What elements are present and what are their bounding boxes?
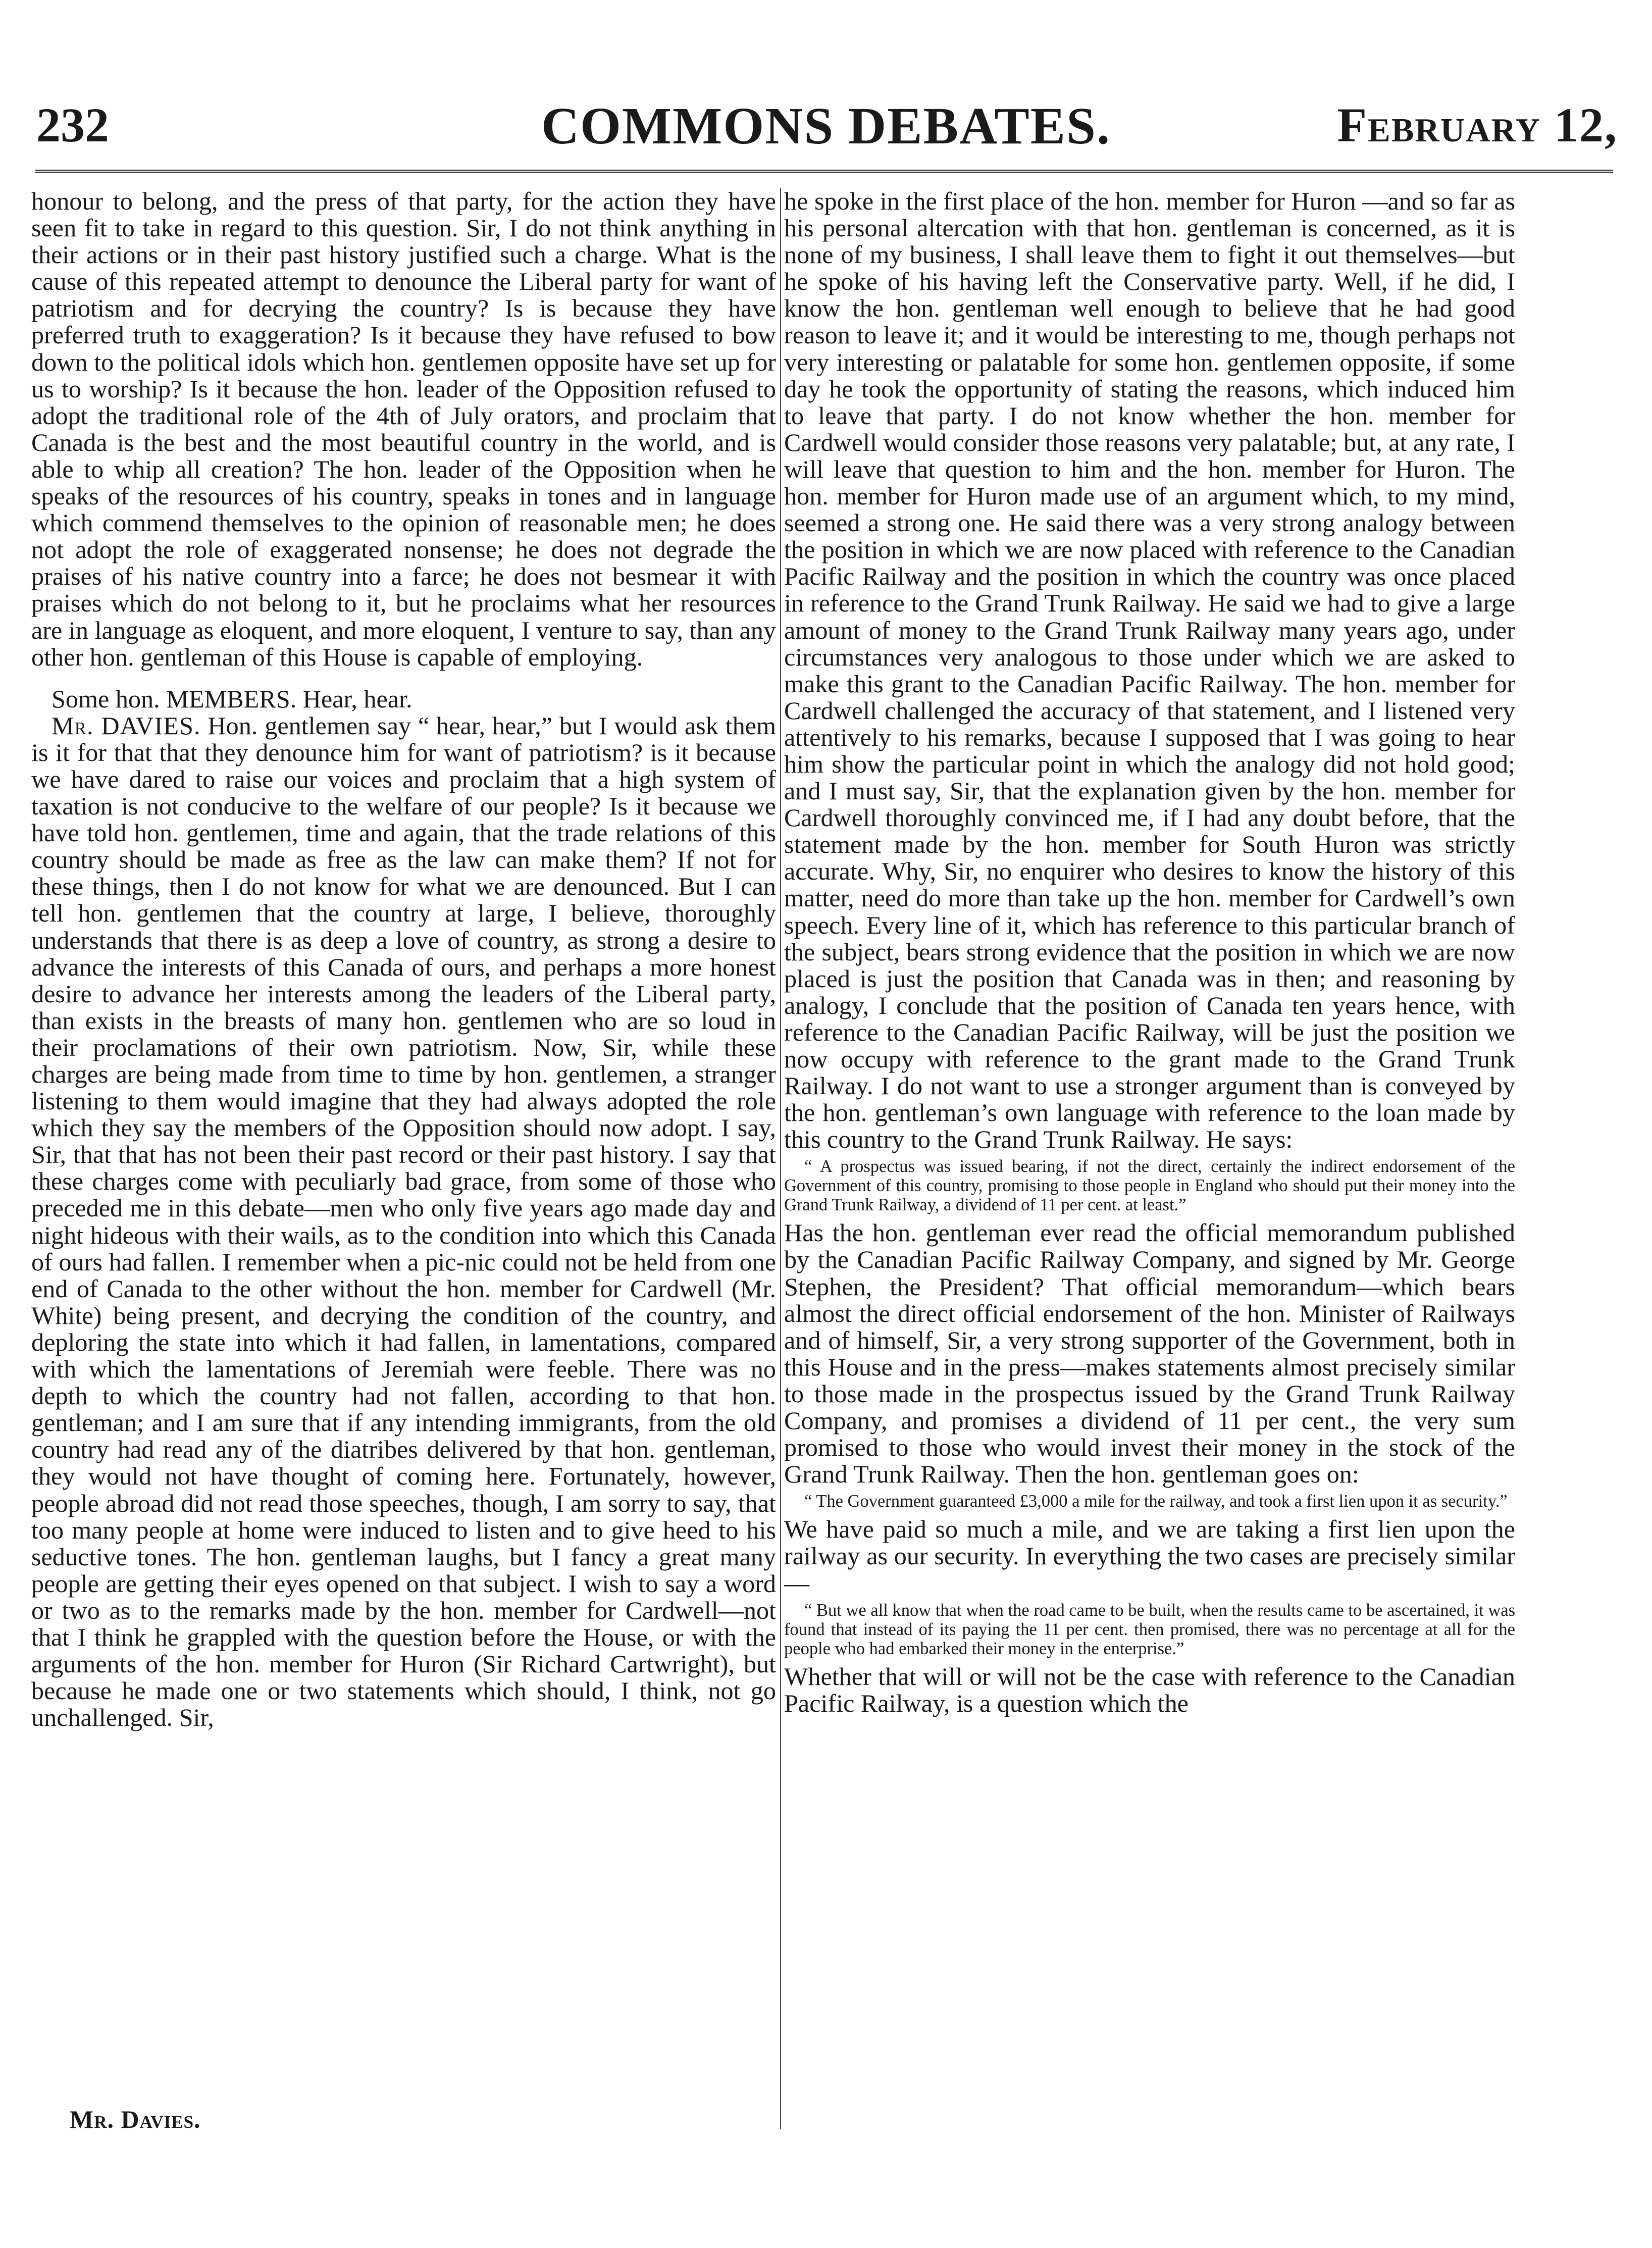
running-date: February 12, (1337, 98, 1618, 152)
quotation-2: “ The Government guaranteed £3,000 a mile for the railway, and took a first lien upon it as security.” (804, 1492, 1508, 1511)
right-column (784, 188, 1515, 1717)
page-header (0, 0, 1652, 192)
right-paragraph-3: We have paid so much a mile, and we are taking a first lien upon the railway as our security. In everything the two cases are precisely similar— (784, 1515, 1515, 1597)
column-divider (780, 188, 781, 2129)
right-paragraph-2: Has the hon. gentleman ever read the official memorandum published by the Canadian Pacific Railway Company, and signed by Mr. George Stephen, the President? That official memorandum—which bears almost the direct official endorsement of the hon. Minister of Railways and of himself, Sir, a very strong supporter of the Government, both in this House and in the press—makes statements almost precisely similar to those made in the prospectus issued by the Grand Trunk Railway Company, and promises a dividend of 11 per cent., the very sum promised to those who would invest their money in the stock of the Grand Trunk Railway. Then the hon. gentleman goes on: (784, 1218, 1515, 1489)
speaker-name: Mr. DAVIES. (51, 711, 201, 740)
quotation-1: “ A prospectus was issued bearing, if not the direct, certainly the indirect endorsement of the Government of this country, promising to those people in England who should put their money into the Grand Trunk Railway, a dividend of 11 per cent. at least.” (784, 1157, 1515, 1215)
footer-speaker-name: Mr. Davies. (70, 2105, 201, 2133)
interjection-paragraph: Some hon. MEMBERS. Hear, hear. (51, 684, 412, 713)
header-rule (35, 170, 1613, 173)
left-paragraph-1: honour to belong, and the press of that party, for the action they have seen fit to take in regard to this question. Sir, I do not think anything in their actions or in their past history justified such a charge. What is the cause of this repeated attempt to denounce the Liberal party for want of patriotism and for decrying the country? Is is because they have preferred truth to exaggeration? Is it because they have refused to bow down to the political idols which hon. gentlemen opposite have set up for us to worship? Is it because the hon. leader of the Opposition refused to adopt the traditional role of the 4th of July orators, and proclaim that Canada is the best and the most beautiful country in the world, and is able to whip all creation? The hon. leader of the Opposition when he speaks of the resources of his country, speaks in tones and in language which commend themselves to the opinion of reasonable men; he does not adopt the role of exaggerated nonsense; he does not degrade the praises of his native country into a farce; he does not besmear it with praises which do not belong to it, but he proclaims what her resources are in language as eloquent, and more eloquent, I venture to say, than any other hon. gentleman of this House is capable of employing. (31, 187, 776, 671)
left-column (31, 188, 776, 1731)
right-paragraph-1: he spoke in the first place of the hon. member for Huron —and so far as his personal altercation with that hon. gentleman is concerned, as it is none of my business, I shall leave them to fight it out themselves—but he spoke of his having left the Conservative party. Well, if he did, I know the hon. gentleman well enough to believe that he had good reason to leave it; and it would be interesting to me, though perhaps not very interesting or palatable for some hon. gentlemen opposite, if some day he took the opportunity of stating the reasons, which induced him to leave that party. I do not know whether the hon. member for Cardwell would consider those reasons very palatable; but, at any rate, I will leave that question to him and the hon. member for Huron. The hon. member for Huron made use of an argument which, to my mind, seemed a strong one. He said there was a very strong analogy between the position in which we are now placed with reference to the Canadian Pacific Railway and the position in which the country was once placed in reference to the Grand Trunk Railway. He said we had to give a large amount of money to the Grand Trunk Railway many years ago, under circumstances very analogous to those under which we are asked to make this grant to the Canadian Pacific Railway. The hon. member for Cardwell challenged the accuracy of that statement, and I listened very attentively to his remarks, because I supposed that I was going to hear him show the particular point in which the analogy did not hold good; and I must say, Sir, that the explanation given by the hon. member for Cardwell thoroughly convinced me, if I had any doubt before, that the statement made by the hon. member for South Huron was strictly accurate. Why, Sir, no enquirer who desires to know the history of this matter, need do more than take up the hon. member for Cardwell’s own speech. Every line of it, which has reference to this particular branch of the subject, bears strong evidence that the position in which we are now placed is just the position that Canada was in then; and reasoning by analogy, I conclude that the position of Canada ten years hence, with reference to the Canadian Pacific Railway, will be just the position we now occupy with reference to the grant made to the Grand Trunk Railway. I do not want to use a stronger argument than is conveyed by the hon. gentleman’s own language with reference to the loan made by this country to the Grand Trunk Railway. He says: (784, 187, 1515, 1154)
speech-text: Hon. gentlemen say “ hear, hear,” but I would ask them is it for that that they denounce him for want of patriotism? is it because we have dared to raise our voices and proclaim that a high system of taxation is not conducive to the welfare of our people? Is it because we have told hon. gentlemen, time and again, that the trade relations of this country should be made as free as the law can make them? If not for these things, then I do not know for what we are denounced. But I can tell hon. gentlemen that the country at large, I believe, thoroughly understands that there is as deep a love of country, as strong a desire to advance the interests of this Canada of ours, and perhaps a more honest desire to advance her interests among the leaders of the Liberal party, than exists in the breasts of many hon. gentlemen who are so loud in their proclamations of their own patriotism. Now, Sir, while these charges are being made from time to time by hon. gentlemen, a stranger listening to them would imagine that they had always adopted the role which they say the members of the Opposition should now adopt. I say, Sir, that that has not been their past record or their past history. I say that these charges come with peculiarly bad grace, from some of those who preceded me in this debate—men who only five years ago made day and night hideous with their wails, as to the condition into which this Canada of ours had fallen. I remember when a pic-nic could not be held from one end of Canada to the other without the hon. member for Cardwell (Mr. White) being present, and decrying the condition of the country, and deploring the state into which it had fallen, in lamentations, compared with which the lamentations of Jeremiah were feeble. There was no depth to which the country had not fallen, according to that hon. gentleman; and I am sure that if any intending immigrants, from the old country had read any of the diatribes delivered by that hon. gentleman, they would not have thought of coming here. Fortunately, however, people abroad did not read those speeches, though, I am sorry to say, that too many people at home were induced to listen and to give heed to his seductive tones. The hon. gentleman laughs, but I fancy a great many people are getting their eyes opened on that subject. I wish to say a word or two as to the remarks made by the hon. member for Cardwell—not that I think he grappled with the question before the House, or with the arguments of the hon. member for Huron (Sir Richard Cartwright), but because he made one or two statements which should, I think, not go unchallenged. Sir, (31, 711, 777, 1732)
right-paragraph-4: Whether that will or will not be the case with reference to the Canadian Pacific Railway, is a question which the (784, 1662, 1515, 1717)
running-title: COMMONS DEBATES. (541, 97, 1111, 155)
page-number: 232 (36, 98, 109, 152)
quotation-3: “ But we all know that when the road came to be built, when the results came to be ascertained, it was found that instead of its paying the 11 per cent. then promised, there was no percentage at all for the people who had embarked their money in the enterprise.” (784, 1600, 1515, 1658)
left-paragraph-3 (31, 712, 776, 1731)
